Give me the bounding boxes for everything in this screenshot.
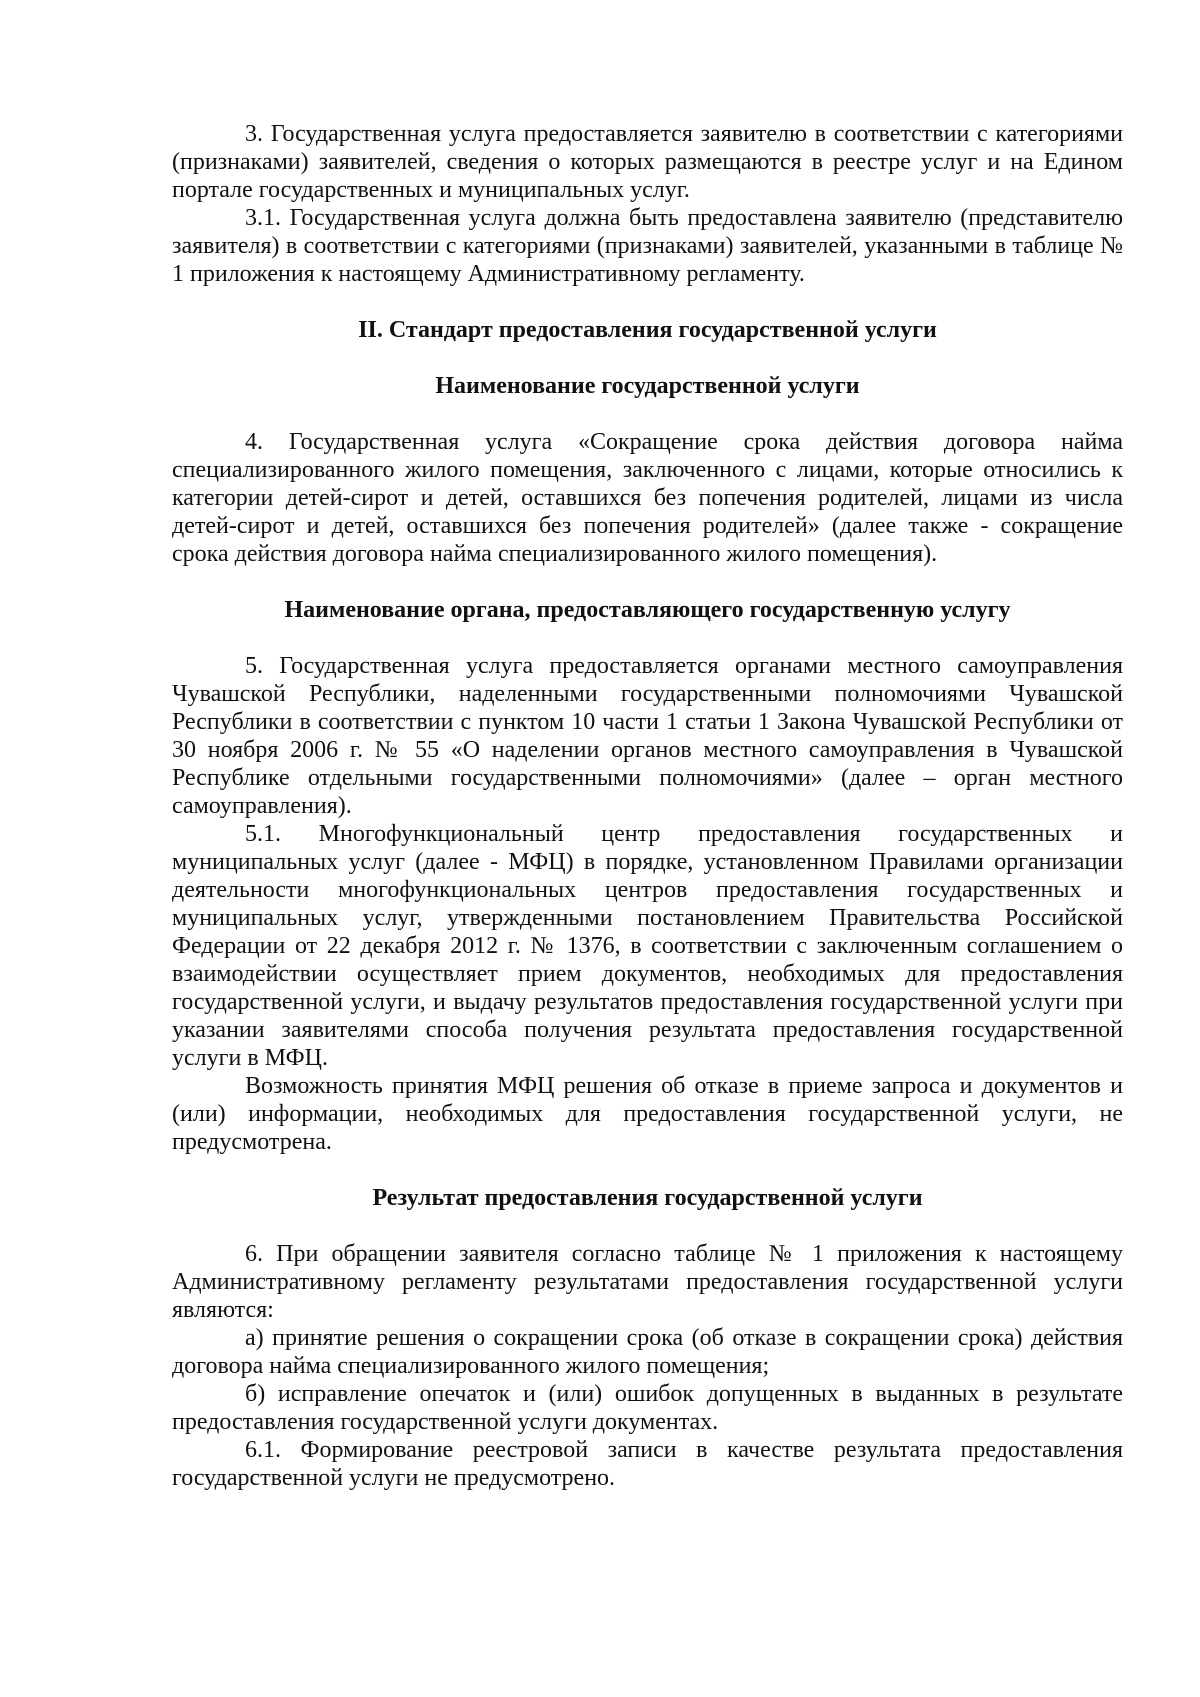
paragraph-6-b: б) исправление опечаток и (или) ошибок допущенных в выданных в результате предоставления государственной услуги документах. <box>172 1381 1123 1435</box>
document-page <box>172 120 1123 1492</box>
paragraph-5-1-note: Возможность принятия МФЦ решения об отказе в приеме запроса и документов и (или) информации, необходимых для предоставления государственной услуги, не предусмотрена. <box>172 1073 1123 1155</box>
paragraph-3-1: 3.1. Государственная услуга должна быть предоставлена заявителю (представителю заявителя) в соответствии с категориями (признаками) заявителей, указанными в таблице № 1 приложения к настоящему Административному регламенту. <box>172 205 1123 287</box>
paragraph-4: 4. Государственная услуга «Сокращение срока действия договора найма специализированного жилого помещения, заключенного с лицами, которые относились к категории детей-сирот и детей, оставшихся без попечения родителей, лицами из числа детей-сирот и детей, оставшихся без попечения родителей» (далее также - сокращение срока действия договора найма специализированного жилого помещения). <box>172 429 1123 567</box>
paragraph-3: 3. Государственная услуга предоставляется заявителю в соответствии с категориями (признаками) заявителей, сведения о которых размещаются в реестре услуг и на Едином портале государственных и муниципальных услуг. <box>172 121 1123 203</box>
paragraph-6-1: 6.1. Формирование реестровой записи в качестве результата предоставления государственной услуги не предусмотрено. <box>172 1437 1123 1491</box>
paragraph-6: 6. При обращении заявителя согласно таблице № 1 приложения к настоящему Административному регламенту результатами предоставления государственной услуги являются: <box>172 1241 1123 1323</box>
section-2-title: II. Стандарт предоставления государственной услуги <box>358 317 937 343</box>
paragraph-6-a: а) принятие решения о сокращении срока (об отказе в сокращении срока) действия договора найма специализированного жилого помещения; <box>172 1325 1123 1379</box>
paragraph-5: 5. Государственная услуга предоставляется органами местного самоуправления Чувашской Республики, наделенными государственными полномочиями Чувашской Республики в соответствии с пунктом 10 части 1 статьи 1 Закона Чувашской Республики от 30 ноября 2006 г. № 55 «О наделении органов местного самоуправления в Чувашской Республике отдельными государственными полномочиями» (далее – орган местного самоуправления). <box>172 653 1123 819</box>
heading-organ-name: Наименование органа, предоставляющего государственную услугу <box>284 597 1011 623</box>
heading-service-name: Наименование государственной услуги <box>435 373 860 399</box>
paragraph-5-1: 5.1. Многофункциональный центр предоставления государственных и муниципальных услуг (далее - МФЦ) в порядке, установленном Правилами организации деятельности многофункциональных центров предоставления государственных и муниципальных услуг, утвержденными постановлением Правительства Российской Федерации от 22 декабря 2012 г. № 1376, в соответствии с заключенным соглашением о взаимодействии осуществляет прием документов, необходимых для предоставления государственной услуги, и выдачу результатов предоставления государственной услуги при указании заявителями способа получения результата предоставления государственной услуги в МФЦ. <box>172 821 1123 1071</box>
heading-service-result: Результат предоставления государственной услуги <box>372 1185 923 1211</box>
